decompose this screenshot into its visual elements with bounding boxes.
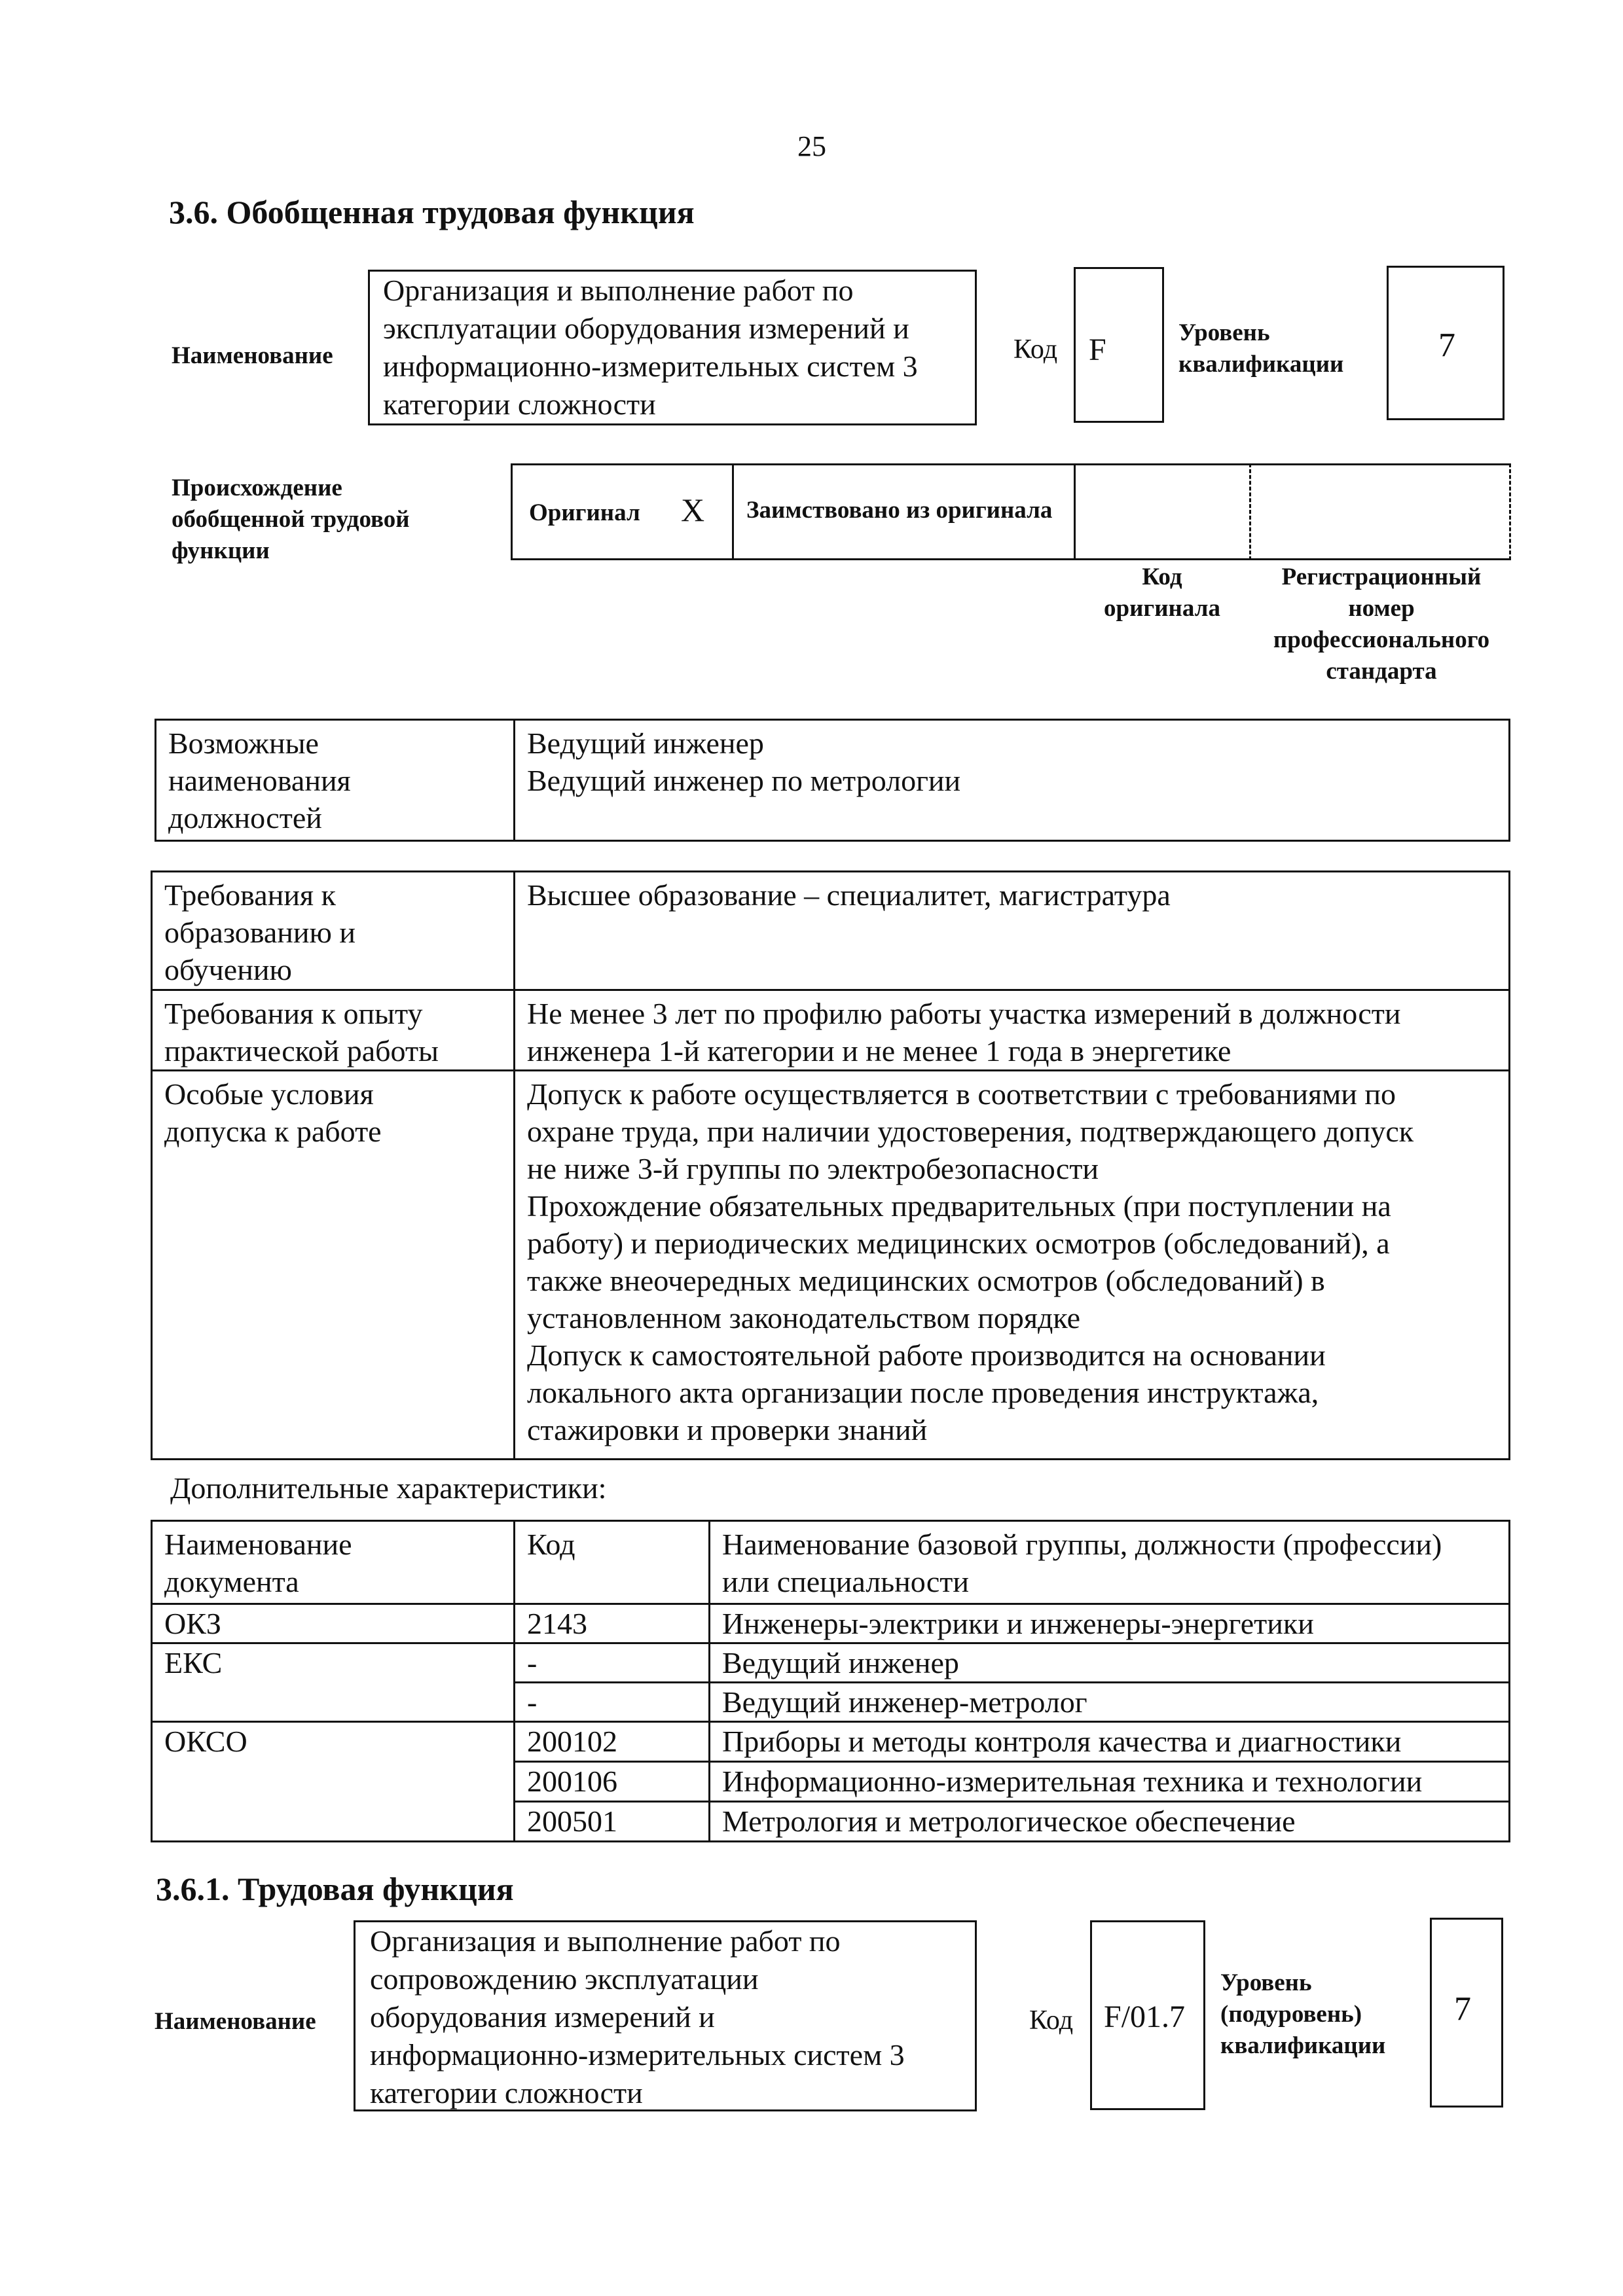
code-cell: 200106 xyxy=(515,1762,710,1802)
experience-label-cell xyxy=(152,990,515,1071)
origin-divider-dashed-1 xyxy=(1249,463,1251,560)
additional-heading: Дополнительные характеристики: xyxy=(170,1471,607,1505)
positions-label: Возможные наименования должностей xyxy=(168,726,351,834)
positions-value: Ведущий инженер Ведущий инженер по метрологии xyxy=(527,726,961,797)
code-cell: - xyxy=(515,1643,710,1683)
experience-value: Не менее 3 лет по профилю работы участка измерений в должности инженера 1-й категории и не менее 1 года в энергетике xyxy=(527,997,1401,1067)
table-row xyxy=(156,720,1510,841)
name-cell: Инженеры-электрики и инженеры-энергетики xyxy=(710,1604,1510,1643)
doc-cell: ОКЗ xyxy=(152,1604,515,1643)
registration-number-caption: Регистрационный номер профессионального стандарта xyxy=(1273,564,1490,685)
experience-label: Требования к опыту практической работы xyxy=(164,997,439,1067)
name-cell: Метрология и метрологическое обеспечение xyxy=(710,1802,1510,1842)
origin-divider-1 xyxy=(732,463,734,560)
function-name-box xyxy=(368,270,977,425)
sub-name-label: Наименование xyxy=(155,2008,316,2035)
name-label: Наименование xyxy=(172,342,333,369)
conditions-value-cell xyxy=(515,1071,1510,1460)
experience-value-cell xyxy=(515,990,1510,1071)
original-code-caption: Код оригинала xyxy=(1104,564,1220,622)
positions-label-cell xyxy=(156,720,515,841)
subsection-title: 3.6.1. Трудовая функция xyxy=(156,1871,514,1907)
section-title: 3.6. Обобщенная трудовая функция xyxy=(169,194,695,230)
sub-code-box xyxy=(1090,1920,1205,2110)
education-label-cell xyxy=(152,872,515,990)
origin-divider-left xyxy=(511,463,513,560)
header-code: Код xyxy=(527,1528,575,1561)
code-label: Код xyxy=(1013,334,1058,365)
sub-function-name-box xyxy=(354,1920,977,2111)
sub-function-name-text: Организация и выполнение работ по сопровождению эксплуатации оборудования измерений и информационно-измерительных систем 3 категории сложности xyxy=(370,1924,905,2109)
requirements-table xyxy=(151,870,1510,1460)
header-name-cell xyxy=(710,1521,1510,1604)
level-value: 7 xyxy=(1438,327,1455,364)
table-row xyxy=(152,1722,1510,1762)
level-box xyxy=(1387,266,1504,420)
header-doc: Наименование документа xyxy=(164,1528,352,1598)
origin-divider-dashed-2 xyxy=(1509,463,1511,560)
table-header-row xyxy=(152,1521,1510,1604)
code-cell: 2143 xyxy=(515,1604,710,1643)
additional-table xyxy=(151,1520,1510,1842)
table-row xyxy=(152,1643,1510,1683)
code-value: F xyxy=(1089,332,1106,367)
code-cell: - xyxy=(515,1683,710,1722)
conditions-label: Особые условия допуска к работе xyxy=(164,1077,382,1148)
doc-cell: ОКСО xyxy=(152,1722,515,1842)
code-cell: 200102 xyxy=(515,1722,710,1762)
origin-label: Происхождение обобщенной трудовой функции xyxy=(172,475,410,564)
doc-cell: ЕКС xyxy=(152,1643,515,1722)
code-box xyxy=(1074,267,1164,423)
header-code-cell xyxy=(515,1521,710,1604)
education-value-cell xyxy=(515,872,1510,990)
name-cell: Ведущий инженер xyxy=(710,1643,1510,1683)
education-value: Высшее образование – специалитет, магистратура xyxy=(527,878,1171,912)
header-doc-cell xyxy=(152,1521,515,1604)
borrowed-label: Заимствовано из оригинала xyxy=(746,497,1053,524)
table-row xyxy=(152,1071,1510,1460)
conditions-value: Допуск к работе осуществляется в соответствии с требованиями по охране труда, при наличии удостоверения, подтверждающего допуск не ниже 3-й группы по электробезопасности Прохождение обязательных предварительных (при поступлении на работу) и периодических медицинских осмотров (обследований), а также внеочередных медицинских осмотров (обследований) в установленном законодательством порядке Допуск к самостоятельной работе производится на основании локального акта организации после проведения инструктажа, стажировки и проверки знаний xyxy=(527,1077,1414,1446)
original-mark: X xyxy=(681,492,705,528)
page-number: 25 xyxy=(797,130,826,162)
sub-level-label: Уровень (подуровень) квалификации xyxy=(1220,1969,1386,2059)
conditions-label-cell xyxy=(152,1071,515,1460)
code-cell: 200501 xyxy=(515,1802,710,1842)
table-row xyxy=(152,1604,1510,1643)
positions-value-cell xyxy=(515,720,1510,841)
sub-code-value: F/01.7 xyxy=(1104,2000,1186,2034)
sub-level-box xyxy=(1430,1918,1503,2108)
level-label: Уровень квалификации xyxy=(1178,319,1344,378)
name-cell: Ведущий инженер-метролог xyxy=(710,1683,1510,1722)
name-cell: Приборы и методы контроля качества и диагностики xyxy=(710,1722,1510,1762)
education-label: Требования к образованию и обучению xyxy=(164,878,356,986)
name-cell: Информационно-измерительная техника и технологии xyxy=(710,1762,1510,1802)
sub-level-value: 7 xyxy=(1454,1990,1471,2028)
table-row xyxy=(152,872,1510,990)
original-label: Оригинал xyxy=(529,499,640,526)
positions-table xyxy=(155,719,1510,842)
origin-divider-2 xyxy=(1074,463,1076,560)
sub-code-label: Код xyxy=(1029,2005,1074,2036)
header-name: Наименование базовой группы, должности (профессии) или специальности xyxy=(722,1528,1442,1598)
function-name-text: Организация и выполнение работ по эксплуатации оборудования измерений и информационно-измерительных систем 3 категории сложности xyxy=(383,274,918,421)
table-row xyxy=(152,990,1510,1071)
